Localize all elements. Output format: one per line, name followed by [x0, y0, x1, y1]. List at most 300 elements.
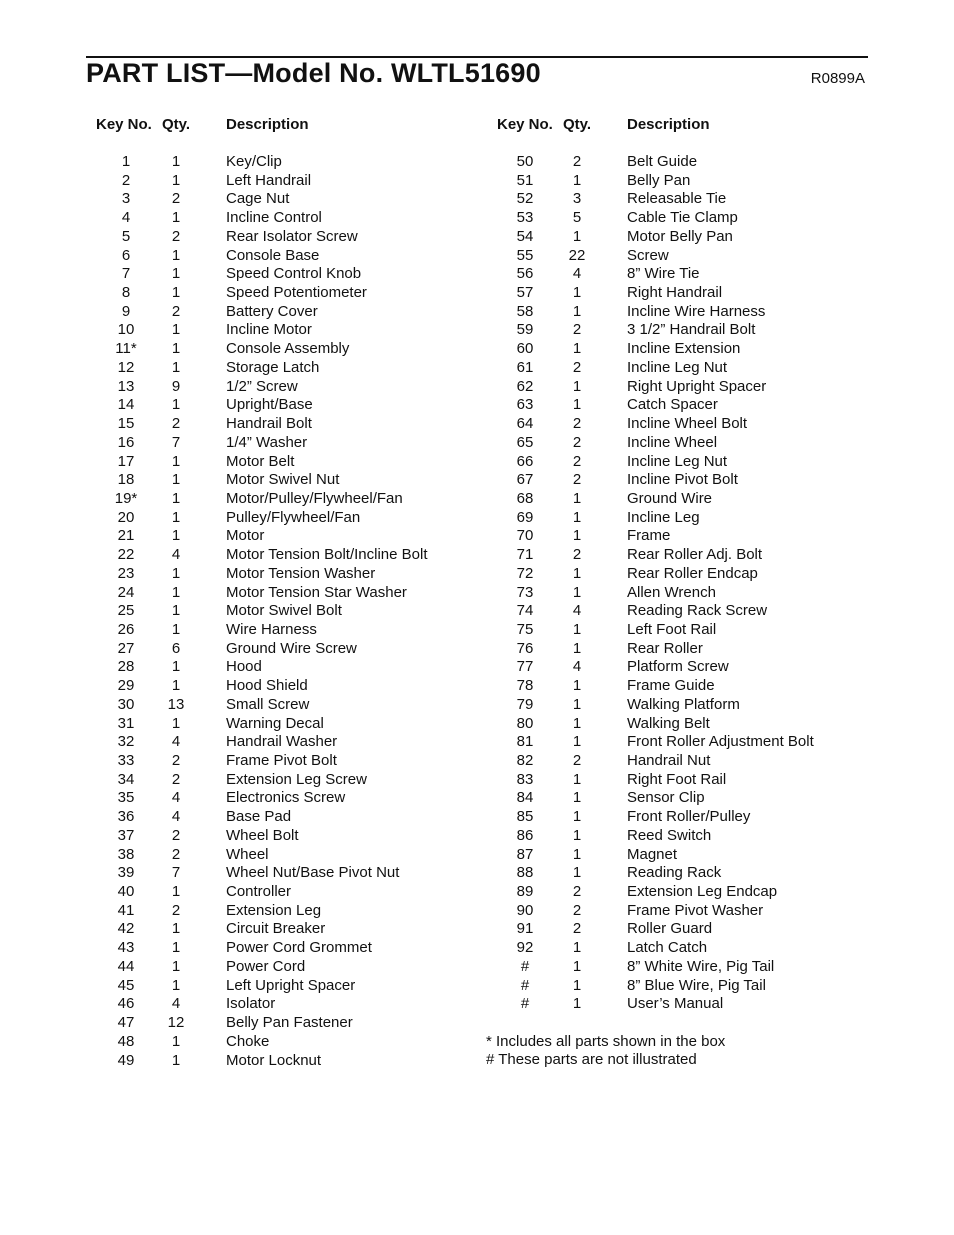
part-row	[0, 939, 480, 958]
part-row	[480, 565, 954, 584]
part-key-number: 15	[117, 415, 135, 433]
part-quantity: 1	[572, 171, 582, 189]
part-row	[0, 1014, 480, 1033]
part-quantity: 1	[572, 957, 582, 975]
part-row	[480, 846, 954, 865]
part-key-number: 1	[121, 153, 131, 170]
part-quantity: 1	[171, 1032, 181, 1050]
part-row	[0, 920, 480, 939]
part-key-number: 69	[516, 508, 534, 526]
right-key-header: Key No.	[497, 116, 553, 133]
part-row	[0, 509, 480, 528]
part-row	[480, 396, 954, 415]
document-code: R0899A	[810, 70, 865, 87]
part-description: Incline Pivot Bolt	[627, 471, 738, 489]
part-key-number: 48	[117, 1032, 135, 1050]
part-description: Ground Wire	[627, 489, 713, 507]
part-key-number: 41	[117, 901, 135, 919]
part-description: Cable Tie Clamp	[627, 209, 738, 227]
part-description: Reading Rack	[627, 864, 722, 882]
right-parts-list	[480, 153, 954, 1014]
part-quantity: 1	[171, 564, 181, 582]
part-row	[480, 527, 954, 546]
part-row	[0, 153, 480, 172]
part-description: Battery Cover	[226, 302, 318, 320]
part-key-number: 33	[117, 752, 135, 769]
part-row	[0, 808, 480, 827]
part-quantity: 1	[572, 677, 582, 695]
part-quantity: 1	[171, 340, 181, 358]
part-row	[480, 490, 954, 509]
part-row	[480, 509, 954, 528]
part-description: 8” White Wire, Pig Tail	[627, 957, 775, 975]
part-key-number: 88	[516, 864, 534, 882]
part-description: Left Handrail	[226, 171, 312, 189]
part-description: Motor Belly Pan	[627, 227, 733, 245]
part-row	[480, 771, 954, 790]
part-quantity: 1	[171, 246, 181, 264]
part-description: Motor Locknut	[226, 1051, 322, 1069]
part-description: Reed Switch	[627, 826, 712, 844]
part-key-number: 55	[516, 246, 534, 264]
part-row	[480, 247, 954, 266]
part-description: Belt Guide	[627, 153, 698, 170]
part-quantity: 1	[572, 733, 582, 751]
part-description: 8” Wire Tie	[627, 265, 700, 283]
part-row	[480, 939, 954, 958]
part-row	[0, 864, 480, 883]
part-quantity: 2	[572, 415, 582, 433]
part-description: Catch Spacer	[627, 396, 718, 414]
part-key-number: 39	[117, 864, 135, 882]
part-row	[480, 733, 954, 752]
part-row	[480, 340, 954, 359]
part-description: Speed Control Knob	[226, 265, 362, 283]
part-description: 1/2” Screw	[226, 377, 298, 395]
part-row	[0, 995, 480, 1014]
part-quantity: 1	[171, 358, 181, 376]
part-description: Handrail Washer	[226, 733, 338, 751]
part-row	[0, 584, 480, 603]
part-row	[0, 958, 480, 977]
part-quantity: 5	[572, 209, 582, 227]
part-key-number: 66	[516, 452, 534, 470]
part-quantity: 1	[171, 265, 181, 283]
part-quantity: 1	[171, 939, 181, 957]
part-quantity: 2	[572, 433, 582, 451]
part-description: Cage Nut	[226, 190, 290, 208]
part-key-number: 79	[516, 695, 534, 713]
part-key-number: 23	[117, 564, 135, 582]
part-description: Right Handrail	[627, 284, 723, 302]
part-key-number: 40	[117, 883, 135, 901]
part-quantity: 2	[572, 321, 582, 339]
part-row	[0, 284, 480, 303]
part-key-number: 61	[516, 358, 534, 376]
part-key-number: 3	[121, 190, 131, 208]
part-quantity: 4	[572, 602, 582, 620]
part-description: Small Screw	[226, 695, 310, 713]
part-description: Magnet	[627, 845, 678, 863]
part-description: Rear Roller Endcap	[627, 564, 758, 582]
part-key-number: 71	[516, 546, 534, 564]
part-description: Handrail Bolt	[226, 415, 312, 433]
part-row	[480, 995, 954, 1014]
left-key-header: Key No.	[96, 116, 152, 133]
part-key-number: 43	[117, 939, 135, 957]
part-description: Walking Belt	[627, 714, 710, 732]
part-quantity: 4	[171, 733, 181, 751]
part-quantity: 4	[572, 658, 582, 676]
part-quantity: 3	[572, 190, 582, 208]
part-row	[480, 658, 954, 677]
part-quantity: 2	[171, 752, 181, 769]
part-key-number: 26	[117, 620, 135, 638]
part-row	[480, 546, 954, 565]
part-quantity: 4	[171, 546, 181, 564]
part-quantity: 1	[572, 808, 582, 826]
part-row	[480, 471, 954, 490]
part-quantity: 1	[171, 1051, 181, 1069]
part-key-number: 12	[117, 358, 135, 376]
part-quantity: 4	[171, 808, 181, 826]
part-quantity: 2	[572, 358, 582, 376]
part-row	[480, 920, 954, 939]
part-row	[0, 771, 480, 790]
part-row	[0, 1052, 480, 1071]
part-row	[0, 733, 480, 752]
part-description: Rear Roller	[627, 639, 703, 657]
part-key-number: 73	[516, 583, 534, 601]
part-quantity: 1	[171, 602, 181, 620]
part-row	[480, 265, 954, 284]
part-key-number: 77	[516, 658, 534, 676]
part-description: Frame	[627, 527, 671, 545]
part-key-number: 31	[117, 714, 135, 732]
part-quantity: 1	[171, 658, 181, 676]
part-quantity: 7	[171, 433, 181, 451]
part-description: Motor Swivel Bolt	[226, 602, 342, 620]
part-row	[0, 190, 480, 209]
part-quantity: 1	[171, 153, 181, 170]
part-key-number: 74	[516, 602, 534, 620]
part-row	[480, 359, 954, 378]
part-key-number: 78	[516, 677, 534, 695]
part-key-number: 72	[516, 564, 534, 582]
part-key-number: 56	[516, 265, 534, 283]
part-row	[0, 340, 480, 359]
part-quantity: 1	[572, 227, 582, 245]
part-key-number: 25	[117, 602, 135, 620]
part-row	[0, 453, 480, 472]
part-key-number: 36	[117, 808, 135, 826]
part-key-number: 84	[516, 789, 534, 807]
part-description: User’s Manual	[627, 995, 724, 1013]
part-description: Incline Extension	[627, 340, 741, 358]
part-key-number: 90	[516, 901, 534, 919]
part-key-number: 14	[117, 396, 135, 414]
part-description: Frame Pivot Washer	[627, 901, 764, 919]
part-quantity: 1	[171, 489, 181, 507]
part-quantity: 1	[572, 377, 582, 395]
part-quantity: 1	[171, 976, 181, 994]
part-quantity: 1	[572, 995, 582, 1013]
part-quantity: 1	[171, 714, 181, 732]
part-quantity: 1	[572, 527, 582, 545]
part-key-number: 2	[121, 171, 131, 189]
part-row	[0, 902, 480, 921]
footnote-asterisk: * Includes all parts shown in the box	[486, 1033, 726, 1050]
part-key-number: 10	[117, 321, 135, 339]
part-quantity: 7	[171, 864, 181, 882]
part-key-number: 6	[121, 246, 131, 264]
part-row	[0, 677, 480, 696]
part-quantity: 1	[572, 302, 582, 320]
part-row	[0, 303, 480, 322]
part-description: Frame Guide	[627, 677, 715, 695]
part-key-number: 63	[516, 396, 534, 414]
part-quantity: 1	[171, 620, 181, 638]
part-key-number: 60	[516, 340, 534, 358]
part-description: Incline Leg Nut	[627, 358, 728, 376]
part-quantity: 1	[171, 209, 181, 227]
part-description: Screw	[627, 246, 669, 264]
part-quantity: 1	[572, 864, 582, 882]
part-quantity: 1	[572, 826, 582, 844]
part-key-number: 54	[516, 227, 534, 245]
part-key-number: 20	[117, 508, 135, 526]
part-quantity: 1	[572, 976, 582, 994]
part-description: Incline Leg	[627, 508, 700, 526]
part-description: Wire Harness	[226, 620, 317, 638]
part-quantity: 4	[171, 995, 181, 1013]
part-key-number: 4	[121, 209, 131, 227]
part-key-number: 21	[117, 527, 135, 545]
part-description: Incline Wire Harness	[627, 302, 766, 320]
part-key-number: 27	[117, 639, 135, 657]
part-row	[480, 864, 954, 883]
part-row	[480, 677, 954, 696]
part-description: Incline Motor	[226, 321, 312, 339]
part-quantity: 1	[572, 396, 582, 414]
part-description: Releasable Tie	[627, 190, 727, 208]
part-description: Base Pad	[226, 808, 292, 826]
part-row	[480, 209, 954, 228]
part-quantity: 1	[572, 508, 582, 526]
part-description: Left Foot Rail	[627, 620, 717, 638]
part-quantity: 2	[171, 826, 181, 844]
part-row	[0, 209, 480, 228]
part-description: Controller	[226, 883, 292, 901]
part-description: Right Upright Spacer	[627, 377, 767, 395]
part-description: Console Base	[226, 246, 320, 264]
part-quantity: 1	[572, 583, 582, 601]
part-description: Extension Leg	[226, 901, 322, 919]
part-key-number: #	[520, 976, 530, 994]
part-description: Motor/Pulley/Flywheel/Fan	[226, 489, 403, 507]
part-quantity: 9	[171, 377, 181, 395]
part-description: Wheel Nut/Base Pivot Nut	[226, 864, 400, 882]
part-row	[0, 1033, 480, 1052]
part-row	[480, 434, 954, 453]
part-key-number: 9	[121, 302, 131, 320]
part-row	[0, 715, 480, 734]
part-quantity: 2	[572, 471, 582, 489]
part-quantity: 2	[171, 190, 181, 208]
part-quantity: 2	[171, 227, 181, 245]
part-row	[0, 172, 480, 191]
part-row	[0, 640, 480, 659]
part-description: Hood	[226, 658, 262, 676]
part-row	[480, 321, 954, 340]
part-quantity: 2	[572, 153, 582, 170]
part-quantity: 2	[171, 901, 181, 919]
part-description: Latch Catch	[627, 939, 708, 957]
part-quantity: 1	[572, 714, 582, 732]
part-description: Rear Isolator Screw	[226, 227, 358, 245]
part-quantity: 1	[572, 620, 582, 638]
part-key-number: 83	[516, 770, 534, 788]
part-key-number: 29	[117, 677, 135, 695]
part-quantity: 1	[171, 677, 181, 695]
part-key-number: 80	[516, 714, 534, 732]
part-description: Front Roller/Pulley	[627, 808, 751, 826]
part-row	[480, 172, 954, 191]
part-key-number: 67	[516, 471, 534, 489]
part-row	[480, 958, 954, 977]
part-quantity: 1	[572, 695, 582, 713]
part-quantity: 2	[572, 452, 582, 470]
part-row	[480, 602, 954, 621]
part-description: Key/Clip	[226, 153, 282, 170]
part-key-number: 75	[516, 620, 534, 638]
part-key-number: 52	[516, 190, 534, 208]
part-description: Incline Wheel Bolt	[627, 415, 748, 433]
part-key-number: 92	[516, 939, 534, 957]
part-row	[480, 902, 954, 921]
part-key-number: 24	[117, 583, 135, 601]
part-quantity: 1	[171, 508, 181, 526]
part-row	[0, 658, 480, 677]
part-quantity: 1	[572, 284, 582, 302]
part-description: Motor	[226, 527, 265, 545]
part-key-number: 5	[121, 227, 131, 245]
part-description: Storage Latch	[226, 358, 320, 376]
part-quantity: 2	[572, 901, 582, 919]
part-description: Wheel Bolt	[226, 826, 299, 844]
part-description: Incline Wheel	[627, 433, 718, 451]
part-quantity: 1	[171, 396, 181, 414]
part-row	[0, 789, 480, 808]
part-key-number: 32	[117, 733, 135, 751]
part-quantity: 2	[572, 546, 582, 564]
part-quantity: 1	[572, 564, 582, 582]
footnote-hash: # These parts are not illustrated	[486, 1051, 697, 1068]
part-key-number: 87	[516, 845, 534, 863]
part-quantity: 2	[572, 883, 582, 901]
part-key-number: 70	[516, 527, 534, 545]
part-key-number: 76	[516, 639, 534, 657]
part-quantity: 22	[568, 246, 586, 264]
part-row	[0, 846, 480, 865]
part-row	[0, 752, 480, 771]
part-row	[0, 471, 480, 490]
part-description: Frame Pivot Bolt	[226, 752, 337, 769]
part-row	[0, 378, 480, 397]
right-description-header: Description	[627, 116, 710, 133]
part-key-number: 81	[516, 733, 534, 751]
page-title: PART LIST—Model No. WLTL51690	[86, 58, 541, 88]
part-key-number: 8	[121, 284, 131, 302]
part-row	[480, 883, 954, 902]
part-row	[480, 827, 954, 846]
part-row	[480, 190, 954, 209]
left-qty-header: Qty.	[162, 116, 191, 133]
part-quantity: 1	[572, 489, 582, 507]
part-quantity: 1	[171, 321, 181, 339]
part-key-number: 91	[516, 920, 534, 938]
part-key-number: 18	[117, 471, 135, 489]
part-key-number: 16	[117, 433, 135, 451]
part-quantity: 13	[167, 695, 185, 713]
part-key-number: 46	[117, 995, 135, 1013]
part-key-number: 51	[516, 171, 534, 189]
part-row	[0, 265, 480, 284]
part-key-number: 82	[516, 752, 534, 769]
part-key-number: 62	[516, 377, 534, 395]
part-description: Upright/Base	[226, 396, 313, 414]
part-row	[0, 359, 480, 378]
part-key-number: 37	[117, 826, 135, 844]
part-description: Motor Tension Star Washer	[226, 583, 407, 601]
part-row	[0, 827, 480, 846]
part-row	[0, 396, 480, 415]
part-key-number: 22	[117, 546, 135, 564]
part-key-number: #	[520, 995, 530, 1013]
part-description: Right Foot Rail	[627, 770, 727, 788]
part-row	[480, 284, 954, 303]
part-description: Ground Wire Screw	[226, 639, 357, 657]
part-key-number: 44	[117, 957, 135, 975]
left-parts-list	[0, 153, 480, 1070]
part-row	[0, 415, 480, 434]
part-row	[0, 247, 480, 266]
part-description: Front Roller Adjustment Bolt	[627, 733, 814, 751]
part-description: Belly Pan Fastener	[226, 1014, 353, 1032]
part-key-number: 19*	[114, 489, 138, 507]
part-description: Choke	[226, 1032, 270, 1050]
part-key-number: 45	[117, 976, 135, 994]
part-quantity: 2	[171, 845, 181, 863]
part-description: Power Cord Grommet	[226, 939, 372, 957]
part-quantity: 6	[171, 639, 181, 657]
part-quantity: 1	[171, 452, 181, 470]
part-quantity: 4	[171, 789, 181, 807]
part-key-number: 28	[117, 658, 135, 676]
part-key-number: 65	[516, 433, 534, 451]
part-quantity: 1	[572, 789, 582, 807]
part-row	[0, 883, 480, 902]
part-key-number: 42	[117, 920, 135, 938]
part-description: Extension Leg Screw	[226, 770, 367, 788]
part-row	[0, 602, 480, 621]
part-description: Extension Leg Endcap	[627, 883, 778, 901]
part-row	[480, 584, 954, 603]
part-quantity: 1	[171, 171, 181, 189]
part-row	[480, 715, 954, 734]
part-description: Walking Platform	[627, 695, 740, 713]
part-quantity: 2	[572, 920, 582, 938]
